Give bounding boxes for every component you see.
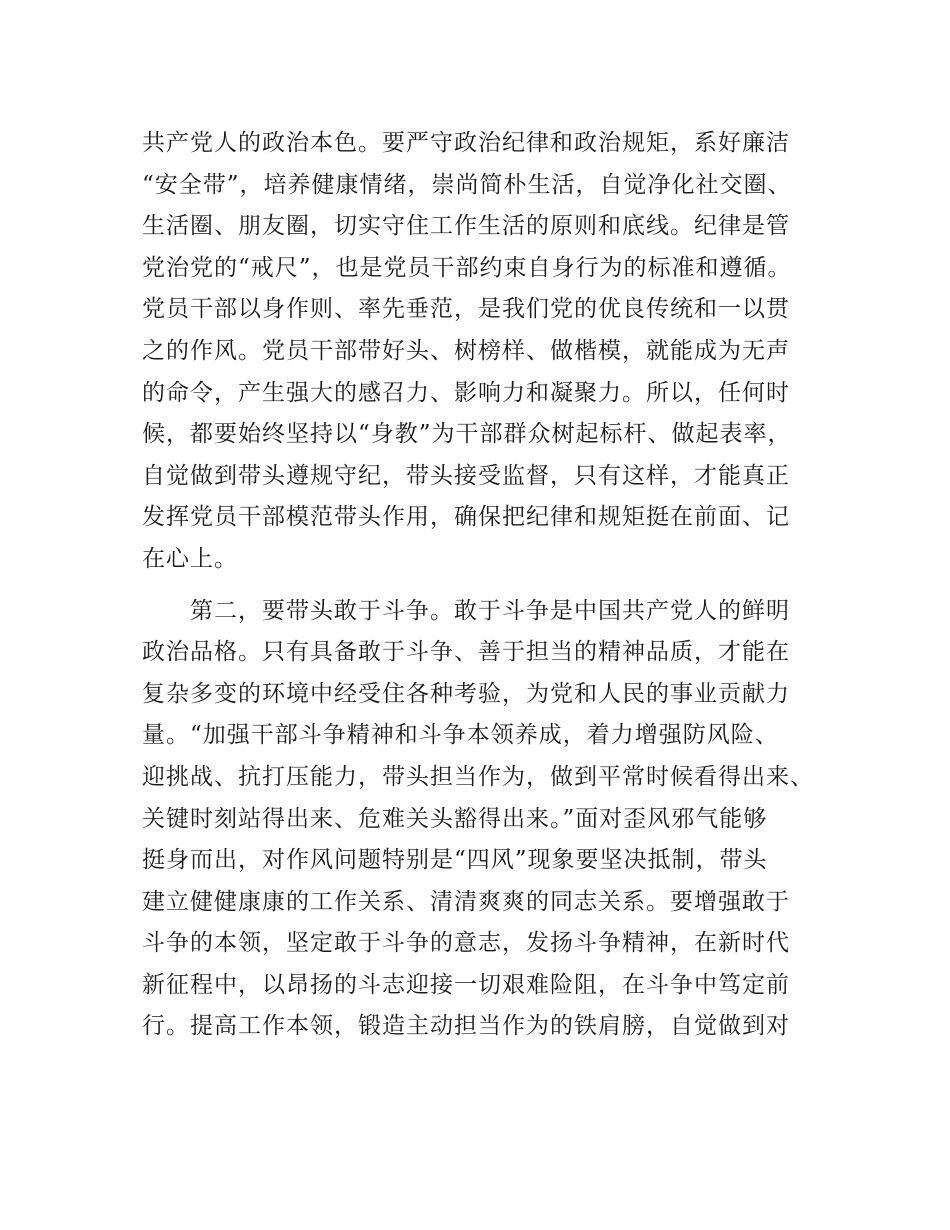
text-line: 斗争的本领，坚定敢于斗争的意志，发扬斗争精神，在新时代 <box>142 930 790 957</box>
text-line: 行。提高工作本领，锻造主动担当作为的铁肩膀，自觉做到对 <box>142 1013 790 1040</box>
text-line: 迎挑战、抗打压能力，带头担当作为，做到平常时候看得出来、 <box>142 763 814 790</box>
paragraph-1 <box>142 123 822 581</box>
text-line: 共产党人的政治本色。要严守政治纪律和政治规矩，系好廉洁 <box>142 130 790 156</box>
text-line: 建立健健康康的工作关系、清清爽爽的同志关系。要增强敢于 <box>142 888 790 915</box>
text-line: 之的作风。党员干部带好头、树榜样、做楷模，就能成为无声 <box>142 337 790 364</box>
text-line: 在心上。 <box>142 545 238 572</box>
text-line: 候，都要始终坚持以“身教”为干部群众树起标杆、做起表率， <box>142 421 792 448</box>
text-line: 党员干部以身作则、率先垂范，是我们党的优良传统和一以贯 <box>142 296 790 323</box>
text-line: 自觉做到带头遵规守纪，带头接受监督，只有这样，才能真正 <box>142 462 790 489</box>
text-line: 关键时刻站得出来、危难关头豁得出来。”面对歪风邪气能够 <box>142 805 768 832</box>
text-line: 第二，要带头敢于斗争。敢于斗争是中国共产党人的鲜明 <box>190 597 790 624</box>
text-line: 挺身而出，对作风问题特别是“四风”现象要坚决抵制，带头 <box>142 847 768 874</box>
text-line: 量。“加强干部斗争精神和斗争本领养成，着力增强防风险、 <box>142 722 779 749</box>
text-line: “安全带”，培养健康情绪，崇尚简朴生活，自觉净化社交圈、 <box>142 171 792 198</box>
text-line: 政治品格。只有具备敢于斗争、善于担当的精神品质，才能在 <box>142 639 790 666</box>
text-line: 生活圈、朋友圈，切实守住工作生活的原则和底线。纪律是管 <box>142 213 790 240</box>
document-body <box>142 123 822 1048</box>
text-line: 复杂多变的环境中经受住各种考验，为党和人民的事业贡献力 <box>142 680 790 707</box>
text-line: 新征程中，以昂扬的斗志迎接一切艰难险阻，在斗争中笃定前 <box>142 971 790 998</box>
text-line: 的命令，产生强大的感召力、影响力和凝聚力。所以，任何时 <box>142 379 790 406</box>
paragraph-gap <box>142 581 822 591</box>
text-line: 党治党的“戒尺”，也是党员干部约束自身行为的标准和遵循。 <box>142 254 792 281</box>
paragraph-2 <box>142 591 822 1049</box>
text-line: 发挥党员干部模范带头作用，确保把纪律和规矩挺在前面、记 <box>142 504 790 531</box>
